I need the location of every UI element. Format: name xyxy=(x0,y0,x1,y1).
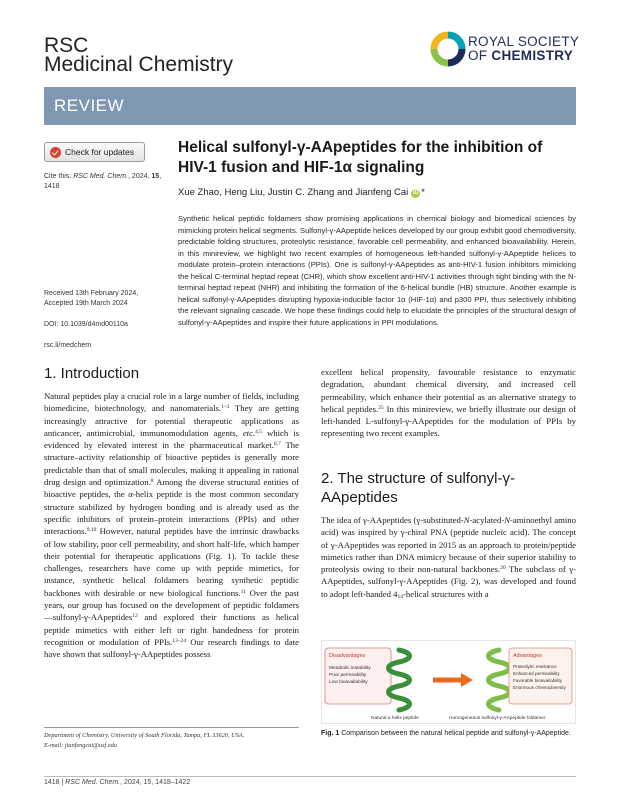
affiliation-footnote: Department of Chemistry, University of South Florida, Tampa, FL 33620, USA. E-mail: jianfengcai@usf.edu xyxy=(44,732,245,749)
publisher-name-line1: ROYAL SOCIETY xyxy=(468,34,580,49)
check-for-updates-button[interactable] xyxy=(44,142,145,162)
section-heading-introduction: 1. Introduction xyxy=(44,365,140,382)
disadvantage-item: Metabolic instability xyxy=(329,666,371,671)
journal-name-line2: Medicinal Chemistry xyxy=(44,53,234,76)
sulfonyl-helix-label: Homogeneous sulfonyl-γ-AApeptide foldamer xyxy=(449,716,546,721)
advantage-item: Proteolytic resistance xyxy=(513,664,557,669)
journal-url[interactable]: rsc.li/medchem xyxy=(44,342,92,349)
citation: Cite this: RSC Med. Chem., 2024, 15, 1418 xyxy=(44,173,162,190)
advantage-item: Enhanced permeability xyxy=(513,671,560,676)
disadvantage-item: Low bioavailability xyxy=(329,680,368,685)
intro-paragraph: Natural peptides play a crucial role in a large number of fields, including biomedicine, biotechnology, and nanomaterials.$^{1-3}$ They are getting increasingly attractive for potential therapeutic applications as anticancer, antimicrobial, immunomodulation agents, etc.$^{4,5}$ which is evidenced by elevated interest in the pharmaceutical market.$^{6,7}$ The structure–activity relationship of bioactive peptides is generally more predictable than that of small molecules, making it appealing in rational drug design and optimization.$^8$ Among the diverse structural entities of bioactive peptides, the α-helix peptide is the most common secondary structure stabilized by hydrogen bonding and is already used as the specific inhibitors of protein–protein interactions (PPIs) and other interactions.$^{9,10}$ However, natural peptides have the intrinsic drawbacks of low stability, poor cell permeability, and short half-life, which hamper their potential for therapeutic applications (Fig. 1). To tackle these challenges, researchers have come up with peptide mimetics, for instance, synthetic helical foldamers bearing synthetic peptidic backbones with desirable or new biological functions.$^{11}$ Over the past years, our group has focused on the development of peptidic foldamers—sulfonyl-γ-AApeptides$^{12}$ and explored their functions as helical peptide mimetics with either left or right handedness for protein recognition or modulation of PPIs.$^{13-24}$ Our research findings to date have shown that sulfonyl-γ-AApeptides possess xyxy=(44,391,299,660)
figure-1-caption: Fig. 1 Comparison between the natural helical peptide and sulfonyl-γ-AApeptide. xyxy=(321,730,571,737)
advantage-item: Enormous chemodiversity xyxy=(513,685,566,690)
page-footer: 1418 | RSC Med. Chem., 2024, 15, 1418–1422 xyxy=(44,779,191,786)
abstract: Synthetic helical peptidic foldamers show promising applications in chemical biology and biomedical sciences by mimicking protein helical segments. Sulfonyl-γ-AApeptide helices developed by our group exhibit good chemodiversity, predictable folding structures, proteolytic resistance, favorable cell permeability, and enhanced bioavailability. Herein, in this minireview, we highlight two recent examples of homogeneous left-handed sulfonyl-γ-AApeptide helices to modulate protein–protein interactions (PPIs). One is sulfonyl-γ-AApeptides as anti-HIV-1 fusion inhibitors mimicking the helical C-terminal heptad repeat (CHR), which show excellent anti-HIV-1 activities through tight binding with the N-terminal heptad repeat (NHR) and inhibiting the formation of the 6-helical bundle (HB) structure. Another example is helical sulfonyl-γ-AApeptides disrupting hypoxia-inducible factor 1α (HIF-1α) and p300 PPI, thus selectively inhibiting the relevant signaling cascade. We hope these findings could help to elucidate the principles of the structural design of sulfonyl-γ-AApeptides and inspire their future applications in PPI modulations. xyxy=(178,214,576,327)
check-updates-label: Check for updates xyxy=(65,147,134,157)
intro-paragraph-continued: excellent helical propensity, favourable resistance to enzymatic degradation, abundant chemical diversity, and increased cell permeability, which enhance their potential as an alternative strategy to helical peptides.$^{25}$ In this minireview, we briefly illustrate our design of left-handed L-sulfonyl-γ-AApeptides for the modulation of PPIs by representing two recent examples. xyxy=(321,367,576,439)
orcid-icon[interactable]: iD xyxy=(412,190,419,196)
disadvantages-title: Disadvantages xyxy=(329,653,366,659)
author-list: Xue Zhao, Heng Liu, Justin C. Zhang and Jianfeng Cai iD * xyxy=(178,187,425,198)
article-title-line2: HIV-1 fusion and HIF-1α signaling xyxy=(178,159,425,176)
structure-paragraph: The idea of γ-AApeptides (γ-substituted-N-acylated-N-aminoethyl amino acid) was inspired by γ-chiral PNA (peptide nucleic acid). The concept of γ-AApeptides was reported in 2015 as an approach to protein/peptide mimetics rather than DNA mimicry because of their superior stability to proteolysis owing to their non-natural backbones.$^{26}$ The subclass of γ-AApeptides, sulfonyl-γ-AApeptides (Fig. 2), was developed and found to adopt left-handed $4_{14}$-helical structures with a xyxy=(321,515,577,600)
journal-name-line1: RSC xyxy=(44,34,89,57)
section-heading-structure-line1: 2. The structure of sulfonyl-γ- xyxy=(321,470,515,487)
disadvantage-item: Poor permeability xyxy=(329,673,367,678)
article-type-label: REVIEW xyxy=(54,96,125,115)
article-title-line1: Helical sulfonyl-γ-AApeptides for the inhibition of xyxy=(178,139,543,156)
figure-1 xyxy=(321,640,576,724)
received-date: Received 13th February 2024, xyxy=(44,290,139,297)
footer-divider xyxy=(44,776,576,777)
footnote-divider xyxy=(44,727,299,728)
publisher-name-line2: OF CHEMISTRY xyxy=(468,48,574,63)
doi[interactable]: DOI: 10.1039/d4md00110a xyxy=(44,321,128,328)
advantages-title: Advantages xyxy=(513,653,543,659)
section-heading-structure-line2: AApeptides xyxy=(321,489,398,506)
check-updates-icon xyxy=(50,147,61,158)
accepted-date: Accepted 19th March 2024 xyxy=(44,300,128,307)
advantage-item: Favorable bioavailability xyxy=(513,678,563,683)
natural-helix-label: Natural α helix peptide xyxy=(371,716,419,721)
